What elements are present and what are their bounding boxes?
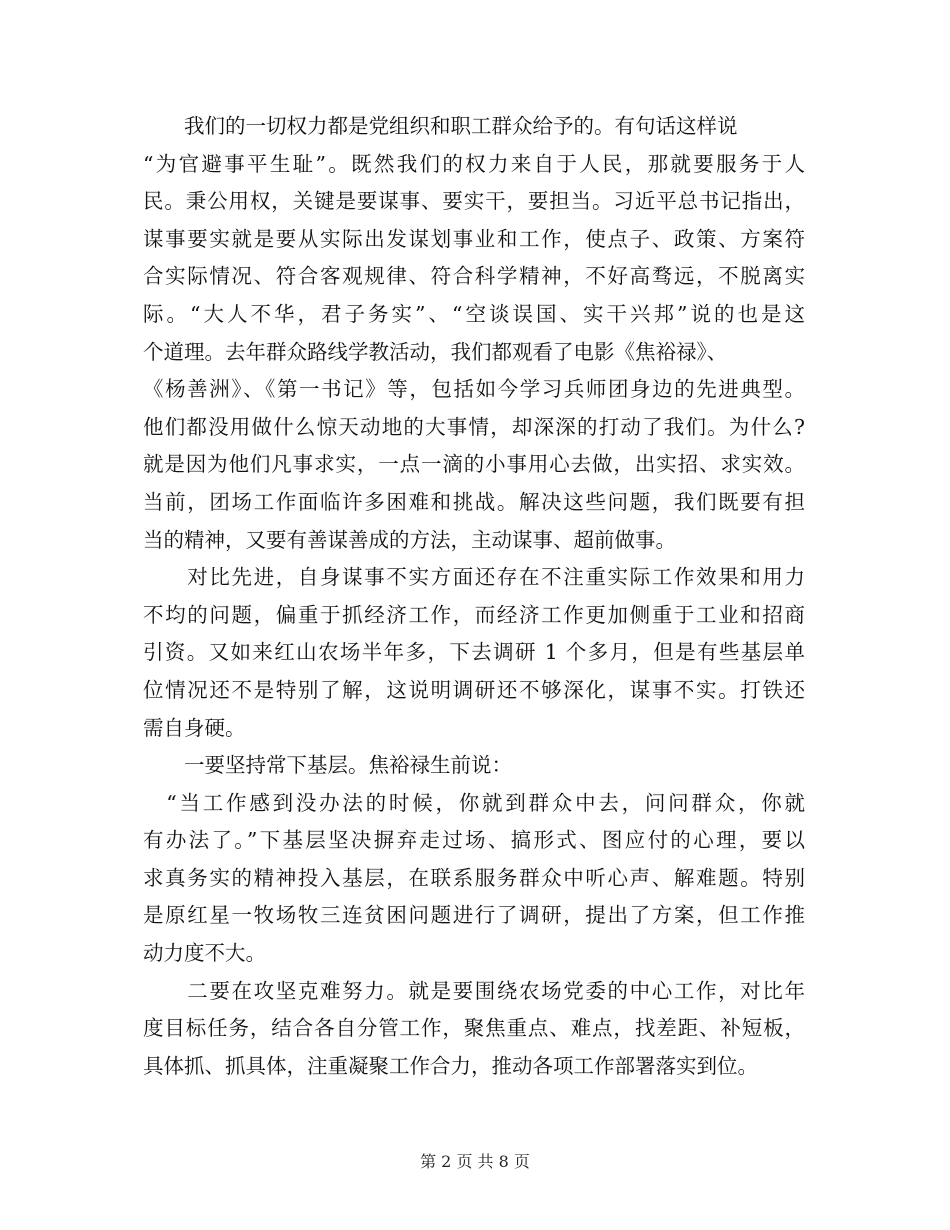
text-line: 合实际情况、符合客观规律、符合科学精神，不好高骛远，不脱离实 <box>143 264 805 289</box>
text-line: 对比先进，自身谋事不实方面还存在不注重实际工作效果和用力 <box>143 565 805 590</box>
text-line: 个道理。去年群众路线学教活动，我们都观看了电影《焦裕禄》、 <box>143 339 728 364</box>
text-line: “当工作感到没办法的时候，你就到群众中去，问问群众，你就 <box>143 790 805 815</box>
text-line: 我们的一切权力都是党组织和职工群众给予的。有句话这样说 <box>143 114 738 138</box>
text-line: 具体抓、抓具体，注重凝聚工作合力，推动各项工作部署落实到位。 <box>143 1053 758 1078</box>
page-number-footer: 第 2 页 共 8 页 <box>420 1152 530 1171</box>
text-line: 一要坚持常下基层。焦裕禄生前说： <box>143 753 512 778</box>
text-line: 际。“大人不华，君子务实”、“空谈误国、实干兴邦”说的也是这 <box>143 301 805 326</box>
text-line: 是原红星一牧场牧三连贫困问题进行了调研，提出了方案，但工作推 <box>143 903 805 928</box>
text-line: 求真务实的精神投入基层，在联系服务群众中听心声、解难题。特别 <box>143 865 805 890</box>
text-line: 当前，团场工作面临许多困难和挑战。解决这些问题，我们既要有担 <box>143 489 805 514</box>
text-line: 动力度不大。 <box>143 941 266 966</box>
text-line: 位情况还不是特别了解，这说明调研还不够深化，谋事不实。打铁还 <box>143 677 805 702</box>
text-line: 引资。又如来红山农场半年多，下去调研 1 个多月，但是有些基层单 <box>143 640 805 665</box>
text-line: 就是因为他们凡事求实，一点一滴的小事用心去做，出实招、求实效。 <box>143 452 805 477</box>
text-line: 度目标任务，结合各自分管工作，聚焦重点、难点，找差距、补短板， <box>143 1016 805 1041</box>
text-line: 需自身硬。 <box>143 715 246 740</box>
text-line: 谋事要实就是要从实际出发谋划事业和工作，使点子、政策、方案符 <box>143 226 805 251</box>
text-line: 《杨善洲》、《第一书记》等，包括如今学习兵师团身边的先进典型。 <box>143 377 805 402</box>
document-body <box>143 108 805 1085</box>
text-line: 二要在攻坚克难努力。就是要围绕农场党委的中心工作，对比年 <box>143 978 805 1003</box>
text-line: “为官避事平生耻”。既然我们的权力来自于人民，那就要服务于人 <box>143 151 805 176</box>
text-line: 他们都没用做什么惊天动地的大事情，却深深的打动了我们。为什么? <box>143 414 805 439</box>
text-line: 有办法了。”下基层坚决摒弃走过场、搞形式、图应付的心理，要以 <box>143 828 805 853</box>
text-line: 当的精神，又要有善谋善成的方法，主动谋事、超前做事。 <box>143 527 676 552</box>
text-line: 民。秉公用权，关键是要谋事、要实干，要担当。习近平总书记指出， <box>143 189 805 214</box>
text-line: 不均的问题，偏重于抓经济工作，而经济工作更加侧重于工业和招商 <box>143 602 805 627</box>
